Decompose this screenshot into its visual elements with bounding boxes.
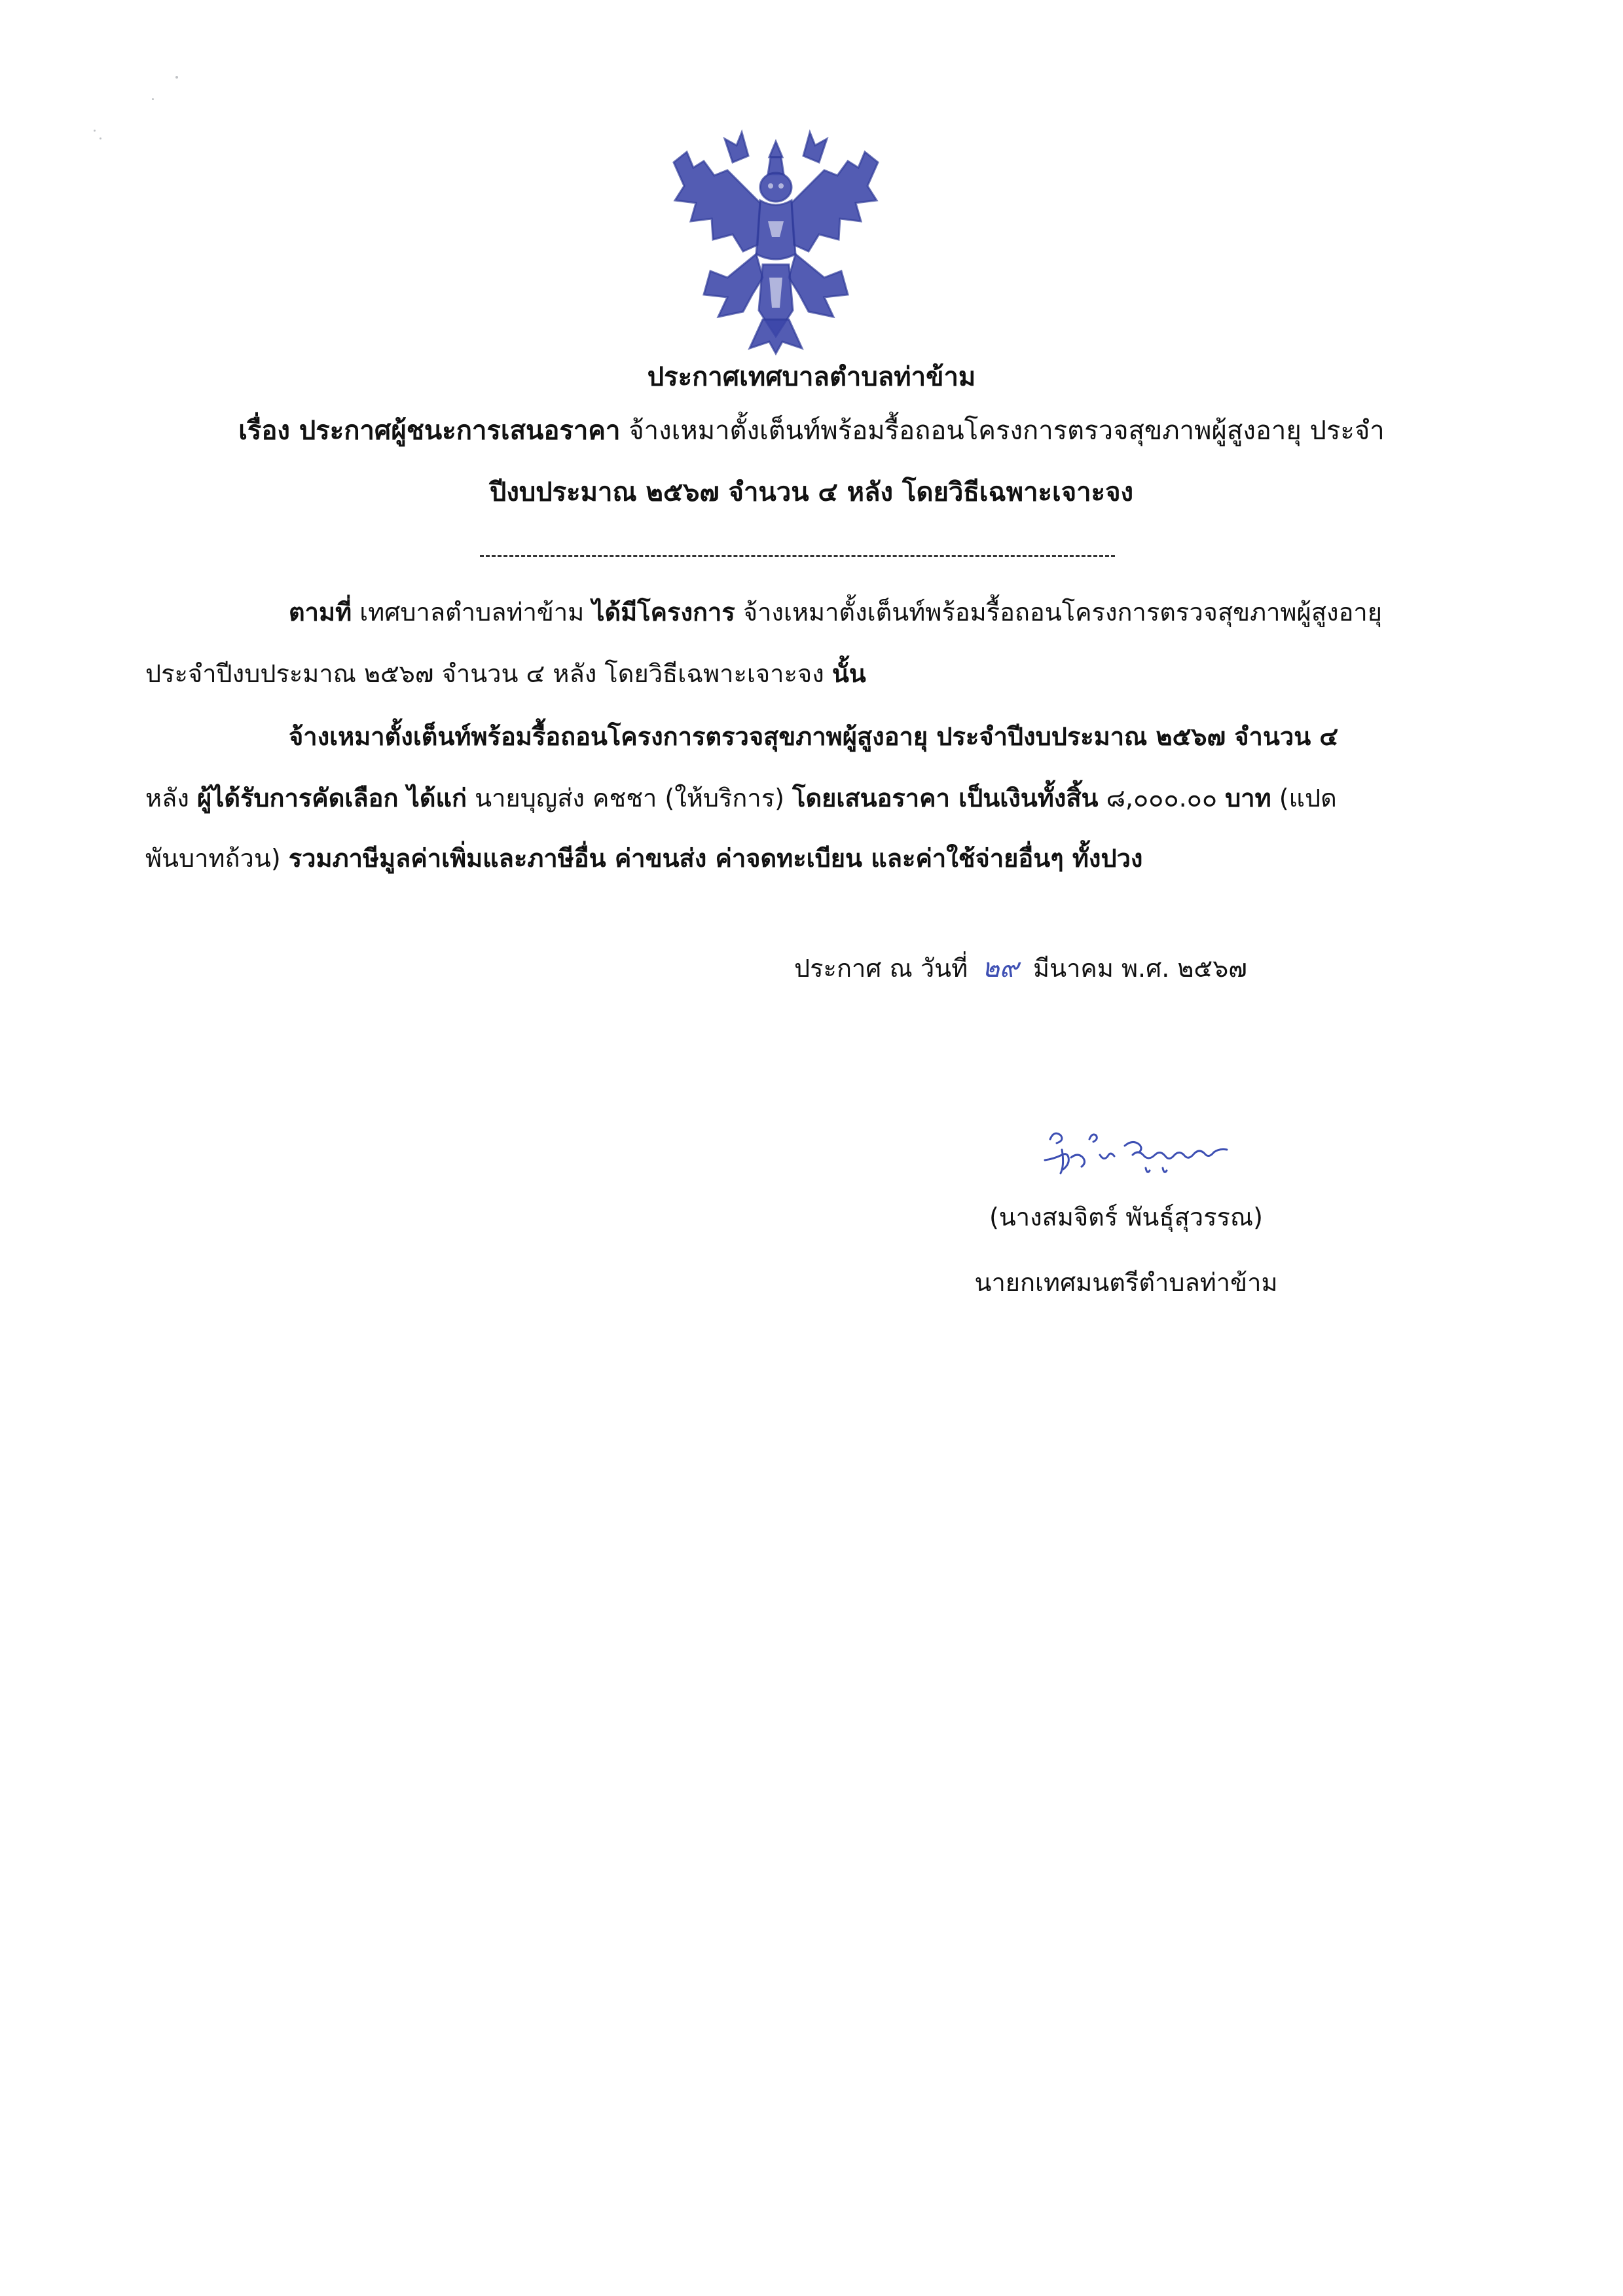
date-month-year: มีนาคม พ.ศ. ๒๕๖๗ bbox=[1033, 954, 1247, 983]
subject-label: เรื่อง ประกาศผู้ชนะการเสนอราคา bbox=[238, 416, 621, 446]
section-divider bbox=[480, 555, 1115, 557]
paragraph-2-line-2 bbox=[145, 780, 1337, 816]
signature-image bbox=[1034, 1120, 1257, 1185]
announcement-date bbox=[794, 951, 1247, 986]
garuda-emblem-icon bbox=[665, 123, 887, 355]
scan-speck bbox=[175, 76, 178, 79]
paragraph-2-line-1: จ้างเหมาตั้งเต็นท์พร้อมรื้อถอนโครงการตรวจสุขภาพผู้สูงอายุ ประจำปีงบประมาณ ๒๕๖๗ จำนวน ๔ bbox=[289, 722, 1339, 751]
label-project: ได้มีโครงการ bbox=[592, 598, 735, 627]
date-prefix: ประกาศ ณ วันที่ bbox=[794, 954, 968, 983]
agency-name: เทศบาลตำบลท่าข้าม bbox=[352, 598, 593, 627]
amount-words-start: (แปด bbox=[1271, 784, 1337, 812]
paragraph-2-line-3 bbox=[145, 841, 1142, 876]
paragraph-1-line-2 bbox=[145, 656, 866, 691]
paragraph-1-line-1 bbox=[289, 594, 1382, 630]
project-description: จ้างเหมาตั้งเต็นท์พร้อมรื้อถอนโครงการตรวจสุขภาพผู้สูงอายุ bbox=[735, 598, 1382, 627]
subject-line-2 bbox=[0, 474, 1623, 511]
subject-text-continued: ปีงบประมาณ ๒๕๖๗ จำนวน ๔ หลัง โดยวิธีเฉพาะเจาะจง bbox=[489, 477, 1134, 507]
scan-speck bbox=[100, 137, 101, 139]
label-as-per: ตามที่ bbox=[289, 598, 352, 627]
scan-speck bbox=[152, 98, 154, 100]
paragraph-1-closing: นั้น bbox=[831, 659, 866, 688]
winner-name: นายบุญส่ง คชชา (ให้บริการ) bbox=[467, 784, 793, 812]
handwritten-day: ๒๙ bbox=[982, 953, 1019, 983]
subject-line-1 bbox=[0, 412, 1623, 449]
subject-text: จ้างเหมาตั้งเต็นท์พร้อมรื้อถอนโครงการตรวจสุขภาพผู้สูงอายุ ประจำ bbox=[620, 416, 1385, 446]
amount-words-end: พันบาทถ้วน) bbox=[145, 844, 289, 873]
label-selected: ผู้ได้รับการคัดเลือก ได้แก่ bbox=[196, 784, 467, 812]
project-description-continued: ประจำปีงบประมาณ ๒๕๖๗ จำนวน ๔ หลัง โดยวิธีเฉพาะเจาะจง bbox=[145, 659, 832, 688]
signatory-position: นายกเทศมนตรีตำบลท่าข้าม bbox=[974, 1268, 1278, 1297]
offer-amount: ๘,๐๐๐.๐๐ bbox=[1098, 784, 1226, 812]
label-offer: โดยเสนอราคา เป็นเงินทั้งสิ้น bbox=[792, 784, 1099, 812]
signatory-name: (นางสมจิตร์ พันธุ์สุวรรณ) bbox=[989, 1203, 1264, 1231]
line-2-start: หลัง bbox=[145, 784, 197, 812]
price-inclusions: รวมภาษีมูลค่าเพิ่มและภาษีอื่น ค่าขนส่ง ค่าจดทะเบียน และค่าใช้จ่ายอื่นๆ ทั้งปวง bbox=[288, 844, 1143, 873]
label-baht: บาท bbox=[1225, 784, 1271, 812]
scan-speck bbox=[94, 130, 96, 132]
announcement-title: ประกาศเทศบาลตำบลท่าข้าม bbox=[647, 362, 976, 392]
